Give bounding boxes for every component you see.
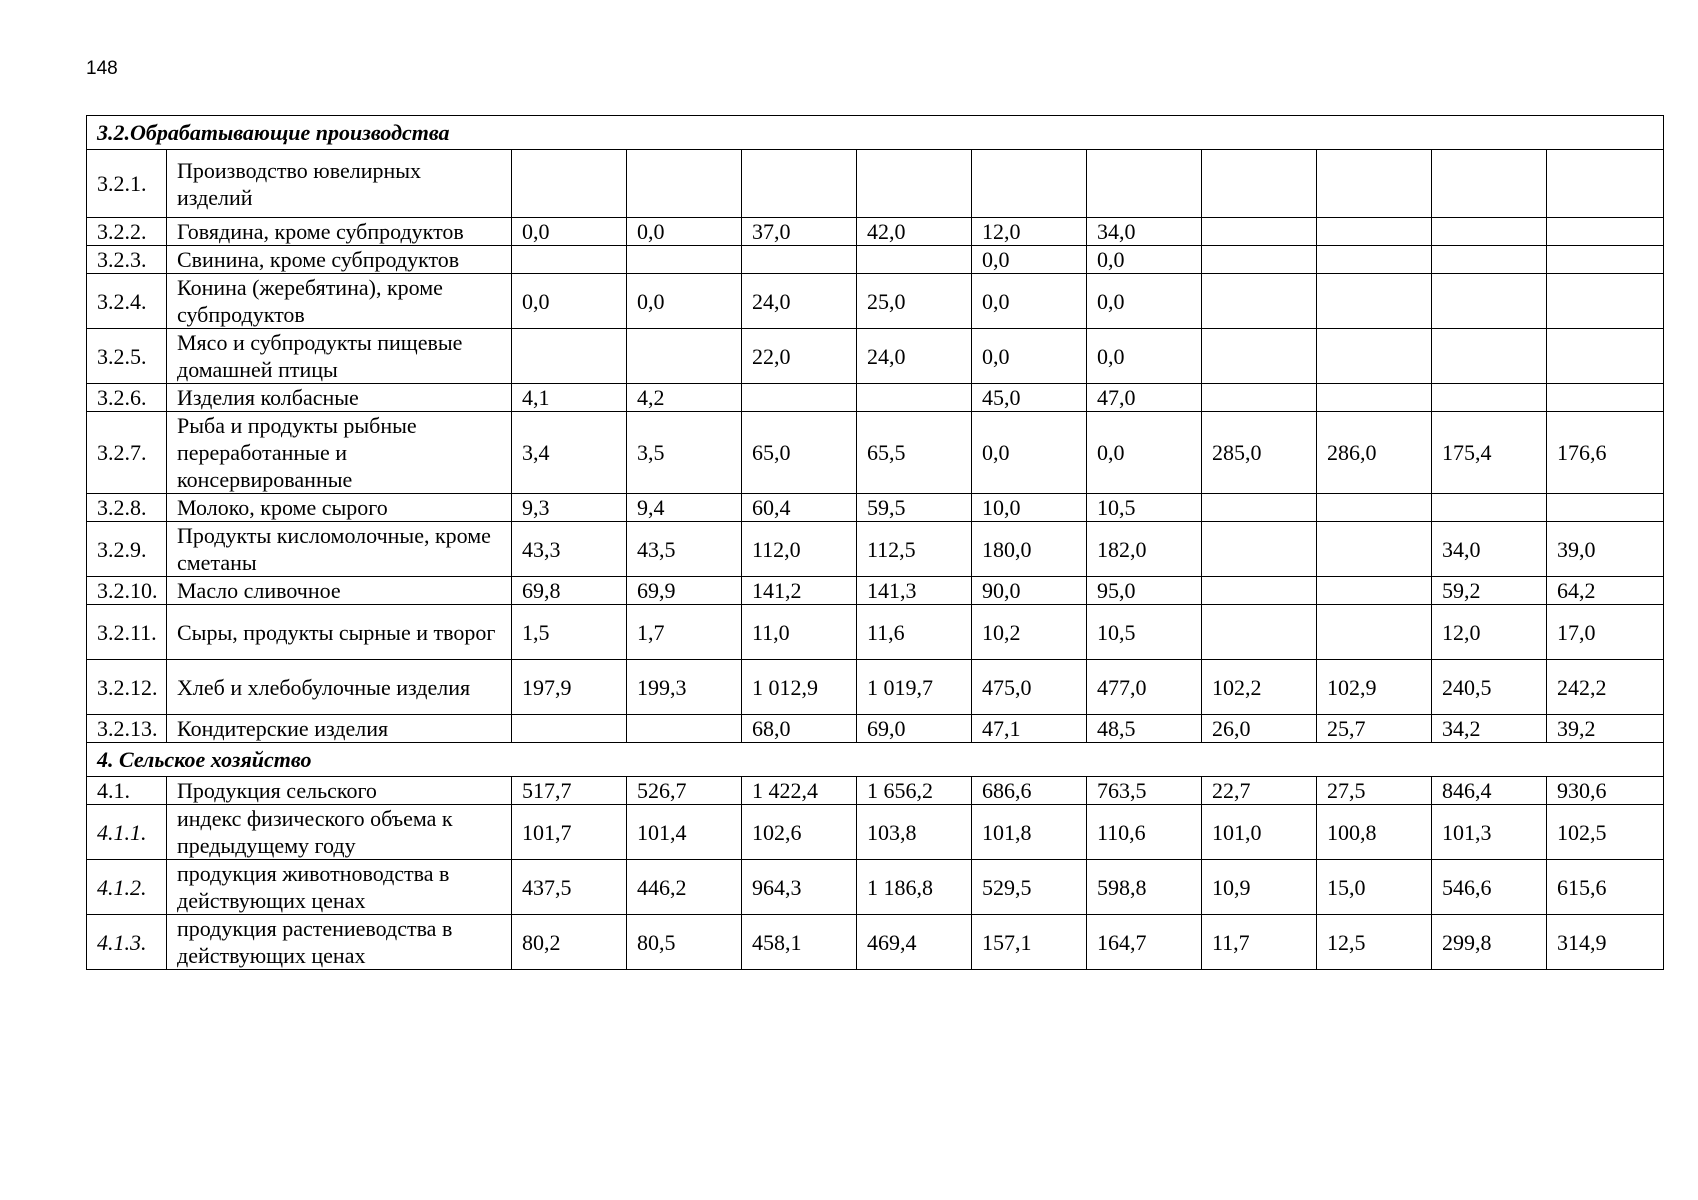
value-cell — [1317, 605, 1432, 660]
table-row — [87, 605, 1664, 660]
table-row — [87, 860, 1664, 915]
value-cell — [1547, 384, 1664, 412]
value-cell: 4,2 — [627, 384, 742, 412]
row-code: 3.2.8. — [87, 494, 167, 522]
row-name: Производство ювелирных изделий — [167, 150, 512, 218]
value-cell: 47,0 — [1087, 384, 1202, 412]
value-cell: 9,4 — [627, 494, 742, 522]
table-row — [87, 777, 1664, 805]
value-cell — [1317, 522, 1432, 577]
value-cell: 1 656,2 — [857, 777, 972, 805]
row-name: продукция растениеводства в действующих ценах — [167, 915, 512, 970]
row-code: 3.2.10. — [87, 577, 167, 605]
value-cell: 141,2 — [742, 577, 857, 605]
value-cell: 101,0 — [1202, 805, 1317, 860]
value-cell — [1202, 150, 1317, 218]
value-cell: 0,0 — [627, 218, 742, 246]
table-row — [87, 150, 1664, 218]
value-cell — [1432, 218, 1547, 246]
value-cell: 0,0 — [1087, 246, 1202, 274]
value-cell: 42,0 — [857, 218, 972, 246]
value-cell — [1432, 329, 1547, 384]
table-row — [87, 522, 1664, 577]
row-code: 4.1.3. — [87, 915, 167, 970]
value-cell — [742, 246, 857, 274]
value-cell: 22,7 — [1202, 777, 1317, 805]
value-cell: 12,0 — [972, 218, 1087, 246]
value-cell: 0,0 — [972, 274, 1087, 329]
value-cell: 477,0 — [1087, 660, 1202, 715]
value-cell: 141,3 — [857, 577, 972, 605]
value-cell: 43,5 — [627, 522, 742, 577]
value-cell: 0,0 — [972, 246, 1087, 274]
value-cell: 95,0 — [1087, 577, 1202, 605]
value-cell — [1202, 522, 1317, 577]
value-cell: 0,0 — [1087, 329, 1202, 384]
value-cell: 930,6 — [1547, 777, 1664, 805]
value-cell: 9,3 — [512, 494, 627, 522]
value-cell: 11,0 — [742, 605, 857, 660]
value-cell — [1547, 494, 1664, 522]
value-cell: 10,5 — [1087, 494, 1202, 522]
value-cell: 102,9 — [1317, 660, 1432, 715]
value-cell: 11,7 — [1202, 915, 1317, 970]
row-name: Продукты кисломолочные, кроме сметаны — [167, 522, 512, 577]
value-cell — [1432, 274, 1547, 329]
value-cell — [1202, 384, 1317, 412]
value-cell: 45,0 — [972, 384, 1087, 412]
value-cell: 39,2 — [1547, 715, 1664, 743]
value-cell: 112,0 — [742, 522, 857, 577]
table-row — [87, 412, 1664, 494]
value-cell: 1 422,4 — [742, 777, 857, 805]
value-cell: 0,0 — [512, 274, 627, 329]
value-cell: 60,4 — [742, 494, 857, 522]
value-cell — [1202, 494, 1317, 522]
value-cell — [857, 150, 972, 218]
value-cell: 686,6 — [972, 777, 1087, 805]
value-cell: 59,5 — [857, 494, 972, 522]
value-cell — [512, 246, 627, 274]
value-cell: 37,0 — [742, 218, 857, 246]
value-cell: 43,3 — [512, 522, 627, 577]
value-cell — [1317, 384, 1432, 412]
value-cell — [1317, 246, 1432, 274]
value-cell: 615,6 — [1547, 860, 1664, 915]
row-name: Рыба и продукты рыбные переработанные и консервированные — [167, 412, 512, 494]
value-cell: 299,8 — [1432, 915, 1547, 970]
row-name: Конина (жеребятина), кроме субпродуктов — [167, 274, 512, 329]
value-cell — [627, 246, 742, 274]
value-cell: 199,3 — [627, 660, 742, 715]
value-cell: 80,5 — [627, 915, 742, 970]
value-cell: 164,7 — [1087, 915, 1202, 970]
value-cell: 1,5 — [512, 605, 627, 660]
value-cell — [1432, 150, 1547, 218]
value-cell — [742, 384, 857, 412]
value-cell: 27,5 — [1317, 777, 1432, 805]
section-title: 4. Сельское хозяйство — [87, 743, 1664, 777]
value-cell: 1 186,8 — [857, 860, 972, 915]
value-cell: 90,0 — [972, 577, 1087, 605]
value-cell — [1202, 605, 1317, 660]
value-cell: 1 019,7 — [857, 660, 972, 715]
value-cell — [512, 150, 627, 218]
value-cell: 103,8 — [857, 805, 972, 860]
value-cell: 39,0 — [1547, 522, 1664, 577]
value-cell — [1202, 274, 1317, 329]
value-cell — [1547, 329, 1664, 384]
row-code: 3.2.1. — [87, 150, 167, 218]
value-cell — [1317, 150, 1432, 218]
row-name: Продукция сельского — [167, 777, 512, 805]
row-name: Говядина, кроме субпродуктов — [167, 218, 512, 246]
value-cell: 65,5 — [857, 412, 972, 494]
value-cell: 446,2 — [627, 860, 742, 915]
row-code: 3.2.7. — [87, 412, 167, 494]
value-cell: 286,0 — [1317, 412, 1432, 494]
row-code: 3.2.5. — [87, 329, 167, 384]
value-cell: 69,8 — [512, 577, 627, 605]
value-cell — [1317, 494, 1432, 522]
data-table — [86, 115, 1664, 970]
row-name: Масло сливочное — [167, 577, 512, 605]
table-row — [87, 805, 1664, 860]
table-row — [87, 329, 1664, 384]
value-cell: 80,2 — [512, 915, 627, 970]
table-row — [87, 915, 1664, 970]
value-cell — [1547, 218, 1664, 246]
row-code: 3.2.3. — [87, 246, 167, 274]
value-cell — [512, 715, 627, 743]
row-name: Хлеб и хлебобулочные изделия — [167, 660, 512, 715]
section-title: 3.2.Обрабатывающие производства — [87, 116, 1664, 150]
value-cell: 24,0 — [742, 274, 857, 329]
value-cell — [1432, 494, 1547, 522]
value-cell: 176,6 — [1547, 412, 1664, 494]
value-cell: 68,0 — [742, 715, 857, 743]
table-row — [87, 715, 1664, 743]
value-cell: 64,2 — [1547, 577, 1664, 605]
value-cell — [1317, 577, 1432, 605]
value-cell: 69,9 — [627, 577, 742, 605]
value-cell: 529,5 — [972, 860, 1087, 915]
row-code: 4.1. — [87, 777, 167, 805]
value-cell: 763,5 — [1087, 777, 1202, 805]
value-cell — [627, 150, 742, 218]
value-cell: 10,5 — [1087, 605, 1202, 660]
value-cell: 314,9 — [1547, 915, 1664, 970]
table-row — [87, 218, 1664, 246]
value-cell: 3,5 — [627, 412, 742, 494]
row-code: 3.2.2. — [87, 218, 167, 246]
value-cell: 475,0 — [972, 660, 1087, 715]
value-cell: 65,0 — [742, 412, 857, 494]
value-cell — [627, 715, 742, 743]
row-name: Молоко, кроме сырого — [167, 494, 512, 522]
value-cell: 0,0 — [512, 218, 627, 246]
value-cell — [1087, 150, 1202, 218]
value-cell — [1432, 246, 1547, 274]
row-name: индекс физического объема к предыдущему году — [167, 805, 512, 860]
value-cell — [627, 329, 742, 384]
value-cell: 546,6 — [1432, 860, 1547, 915]
value-cell: 526,7 — [627, 777, 742, 805]
value-cell: 48,5 — [1087, 715, 1202, 743]
value-cell — [1317, 274, 1432, 329]
value-cell: 101,3 — [1432, 805, 1547, 860]
value-cell: 101,4 — [627, 805, 742, 860]
table-row — [87, 660, 1664, 715]
value-cell — [857, 384, 972, 412]
value-cell: 1 012,9 — [742, 660, 857, 715]
value-cell: 0,0 — [627, 274, 742, 329]
value-cell: 3,4 — [512, 412, 627, 494]
value-cell: 101,7 — [512, 805, 627, 860]
value-cell: 240,5 — [1432, 660, 1547, 715]
value-cell: 0,0 — [1087, 412, 1202, 494]
table-row — [87, 577, 1664, 605]
value-cell: 26,0 — [1202, 715, 1317, 743]
row-code: 3.2.11. — [87, 605, 167, 660]
value-cell — [1202, 246, 1317, 274]
value-cell: 469,4 — [857, 915, 972, 970]
row-name: Свинина, кроме субпродуктов — [167, 246, 512, 274]
value-cell: 846,4 — [1432, 777, 1547, 805]
value-cell: 22,0 — [742, 329, 857, 384]
row-code: 4.1.1. — [87, 805, 167, 860]
value-cell — [1202, 329, 1317, 384]
value-cell: 0,0 — [1087, 274, 1202, 329]
value-cell — [1432, 384, 1547, 412]
value-cell: 964,3 — [742, 860, 857, 915]
value-cell: 25,7 — [1317, 715, 1432, 743]
row-name: Сыры, продукты сырные и творог — [167, 605, 512, 660]
value-cell: 1,7 — [627, 605, 742, 660]
value-cell: 598,8 — [1087, 860, 1202, 915]
row-code: 3.2.9. — [87, 522, 167, 577]
row-code: 3.2.13. — [87, 715, 167, 743]
section-header-row — [87, 116, 1664, 150]
value-cell: 34,0 — [1087, 218, 1202, 246]
value-cell — [1202, 218, 1317, 246]
row-code: 4.1.2. — [87, 860, 167, 915]
value-cell: 17,0 — [1547, 605, 1664, 660]
value-cell: 102,5 — [1547, 805, 1664, 860]
table-row — [87, 274, 1664, 329]
value-cell — [1547, 246, 1664, 274]
value-cell: 102,2 — [1202, 660, 1317, 715]
row-code: 3.2.4. — [87, 274, 167, 329]
value-cell: 12,5 — [1317, 915, 1432, 970]
value-cell — [1547, 274, 1664, 329]
value-cell: 10,2 — [972, 605, 1087, 660]
row-name: Кондитерские изделия — [167, 715, 512, 743]
value-cell: 157,1 — [972, 915, 1087, 970]
table-row — [87, 384, 1664, 412]
value-cell: 517,7 — [512, 777, 627, 805]
value-cell: 24,0 — [857, 329, 972, 384]
table-row — [87, 494, 1664, 522]
value-cell — [1202, 577, 1317, 605]
page-number: 148 — [86, 58, 118, 79]
value-cell: 11,6 — [857, 605, 972, 660]
value-cell: 175,4 — [1432, 412, 1547, 494]
value-cell: 285,0 — [1202, 412, 1317, 494]
row-name: Мясо и субпродукты пищевые домашней птицы — [167, 329, 512, 384]
row-code: 3.2.6. — [87, 384, 167, 412]
value-cell: 10,9 — [1202, 860, 1317, 915]
value-cell: 182,0 — [1087, 522, 1202, 577]
section-header-row — [87, 743, 1664, 777]
value-cell: 102,6 — [742, 805, 857, 860]
value-cell — [1547, 150, 1664, 218]
value-cell — [512, 329, 627, 384]
value-cell: 10,0 — [972, 494, 1087, 522]
value-cell: 197,9 — [512, 660, 627, 715]
value-cell: 4,1 — [512, 384, 627, 412]
value-cell: 34,2 — [1432, 715, 1547, 743]
value-cell: 69,0 — [857, 715, 972, 743]
value-cell: 437,5 — [512, 860, 627, 915]
value-cell — [1317, 329, 1432, 384]
value-cell — [1317, 218, 1432, 246]
value-cell: 34,0 — [1432, 522, 1547, 577]
row-name: продукция животноводства в действующих ценах — [167, 860, 512, 915]
value-cell: 100,8 — [1317, 805, 1432, 860]
value-cell: 112,5 — [857, 522, 972, 577]
value-cell: 12,0 — [1432, 605, 1547, 660]
value-cell — [742, 150, 857, 218]
value-cell — [857, 246, 972, 274]
value-cell: 0,0 — [972, 329, 1087, 384]
value-cell: 101,8 — [972, 805, 1087, 860]
value-cell: 59,2 — [1432, 577, 1547, 605]
value-cell: 180,0 — [972, 522, 1087, 577]
row-code: 3.2.12. — [87, 660, 167, 715]
value-cell: 25,0 — [857, 274, 972, 329]
value-cell: 0,0 — [972, 412, 1087, 494]
value-cell: 47,1 — [972, 715, 1087, 743]
row-name: Изделия колбасные — [167, 384, 512, 412]
table-row — [87, 246, 1664, 274]
value-cell: 458,1 — [742, 915, 857, 970]
value-cell: 15,0 — [1317, 860, 1432, 915]
value-cell: 242,2 — [1547, 660, 1664, 715]
value-cell — [972, 150, 1087, 218]
value-cell: 110,6 — [1087, 805, 1202, 860]
